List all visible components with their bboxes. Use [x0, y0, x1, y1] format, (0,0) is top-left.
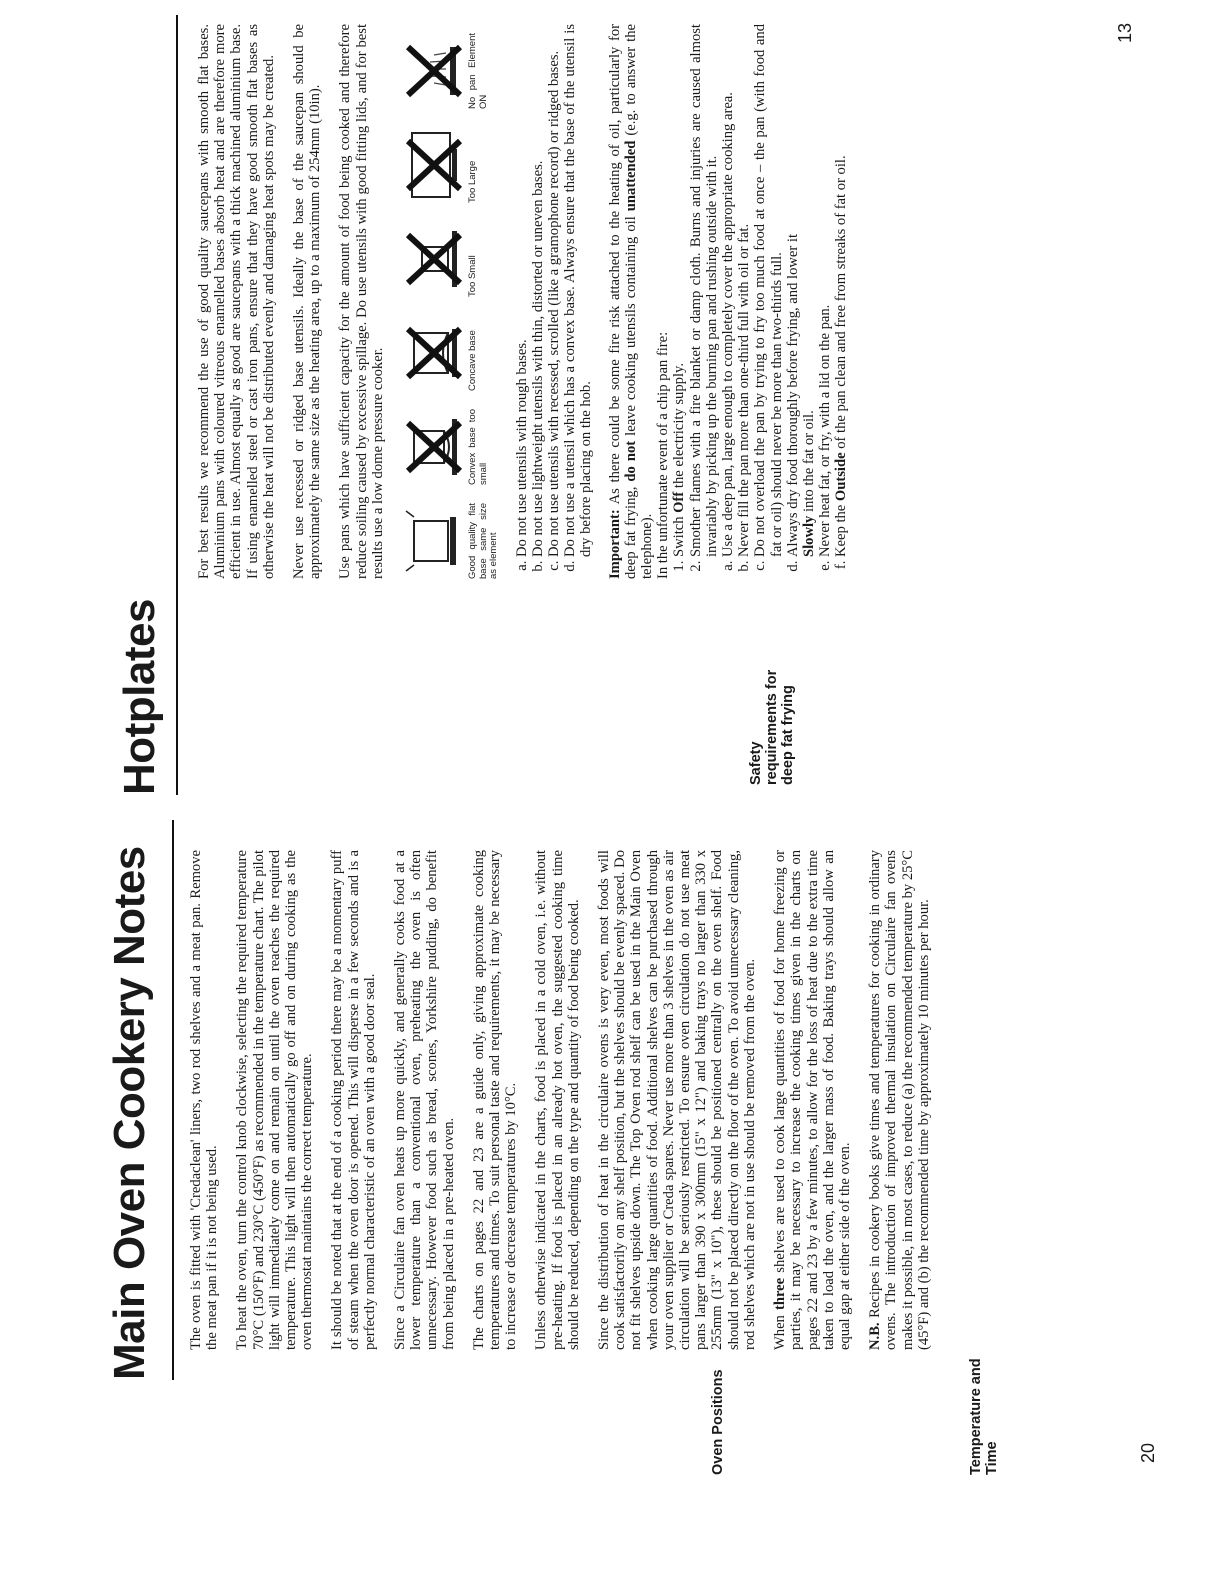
page-number: 20 — [1138, 1442, 1158, 1463]
pan-good-icon — [400, 503, 464, 579]
pan-too-large-icon — [400, 127, 464, 203]
text-span: of the pan clean and free from streaks of fat or oil. — [833, 155, 850, 453]
list-item: b. Do not use lightweight utensils with thin, distorted or uneven bases. — [530, 24, 546, 557]
text-span: shelves are used to cook large quantities of food for home freezing or parties, it may be necessary to increase the cooking times given in the charts on pages 22 and 23 by a few minutes, to allow for the loss of heat due to the extra time taken to load the oven, and the larger mass of food. Baking trays should allow an equal gap at either side of the oven. — [772, 849, 853, 1350]
text-span: As there could be some fire risk attached to the heating of oil, particularly for deep fat frying, — [606, 24, 639, 579]
list-item: a. Use a deep pan, large enough to completely cover the appropriate cooking area. — [720, 24, 736, 557]
diagram-caption: No pan Element ON — [467, 33, 489, 109]
diagram-caption: Convex base too small — [467, 409, 489, 485]
fire-event-line: In the unfortunate event of a chip pan fire: — [655, 331, 672, 579]
frying-tips-list — [720, 24, 850, 579]
paragraph: Use pans which have sufficient capacity for the amount of food being cooked and therefore reduce soiling caused by excessive spillage. Do use utensils with good fitting lids, and for best results use a low dome pressure cooker. — [337, 24, 386, 579]
paragraph: The charts on pages 22 and 23 are a guide only, giving approximate cooking temperatures and times. To suit personal taste and requirements, it may be necessary to increase or decrease temperatures by 10°C. — [470, 850, 520, 1350]
diagram-caption: Too Small — [467, 255, 479, 297]
pan-diagram-too-large — [400, 127, 500, 203]
text-span: When — [772, 1310, 789, 1350]
side-heading-safety: Safety requirements for deep fat frying — [748, 669, 796, 785]
text-span: leave cooking utensils containing oil — [622, 211, 639, 441]
left-body — [188, 850, 946, 1350]
fire-steps-list — [671, 24, 720, 579]
side-heading-temperature-time: Temperature and Time — [968, 1358, 1000, 1475]
text-span: Always dry food thoroughly before frying, and lower it — [784, 233, 801, 557]
left-page — [0, 795, 1225, 1585]
text-span: Keep the — [833, 501, 850, 557]
list-item — [833, 24, 849, 557]
text-span: into the fat or oil. — [800, 410, 817, 516]
bold-span: Off — [671, 491, 688, 513]
side-heading-oven-positions: Oven Positions — [710, 1369, 726, 1475]
pan-diagram-concave — [400, 315, 500, 391]
pan-convex-icon — [400, 409, 464, 485]
paragraph: The oven is fitted with 'Credaclean' liners, two rod shelves and a meat pan. Remove the meat pan if it is not being used. — [188, 850, 221, 1350]
diagram-caption: Concave base — [467, 330, 479, 391]
pan-diagram-too-small — [400, 221, 500, 297]
temperature-time-text — [772, 850, 853, 1350]
diagram-caption: Good quality flat base same size as element — [467, 503, 500, 579]
page-title: Main Oven Cookery Notes — [105, 846, 154, 1380]
list-item: 2. Smother flames with a fire blanket or damp cloth. Burns and injuries are caused almost invariably by picking up the burning pan and rushing outside with it. — [688, 24, 720, 557]
paragraph: Unless otherwise indicated in the charts, food is placed in a cold oven, i.e. without pre-heating. If food is placed in an already hot oven, the suggested cooking time should be reduced, depending on the type and quantity of food being cooked. — [533, 850, 582, 1350]
diagram-caption: Too Large — [467, 160, 479, 203]
right-body — [196, 24, 862, 579]
list-item: b. Never fill the pan more than one-third full with oil or fat. — [736, 24, 752, 557]
paragraph: To heat the oven, turn the control knob clockwise, selecting the required temperature 70°C (150°F) and 230°C (450°F) as recommended in the temperature chart. The pilot light will immediately come on and remain on until the oven reaches the required temperature. This light will then automatically go off and on during cooking as the oven thermostat maintains the correct temperature. — [234, 850, 316, 1350]
nb-note — [867, 850, 932, 1350]
oven-positions-text: Since the distribution of heat in the circulaire ovens is very even, most foods will cook satisfactorily on any shelf position, but the shelves should be evenly spaced. Do not fit shelves upside down. The Top Oven rod shelf can be used in the Main Oven when cooking large quantities of food. Additional shelves can be purchased through your oven supplier or Creda spares. Never use more than 3 shelves in the oven as air circulation will be seriously restricted. To ensure oven circulation do not use meat pans larger than 390 x 300mm (15" x 12") and baking trays no larger than 330 x 255mm (13" x 10"), these should be positioned centrally on the oven shelf. Food should not be placed directly on the floor of the oven. To avoid unnecessary cleaning, rod shelves which are not in use should be removed from the oven. — [596, 850, 758, 1350]
bold-span: Slowly — [800, 515, 817, 557]
title-rule — [172, 820, 174, 1380]
list-item — [671, 24, 687, 557]
pan-diagram-good — [400, 503, 500, 579]
paragraph: It should be noted that at the end of a cooking period there may be a momentary puff of steam when the oven door is opened. This will disperse in a few seconds and is a perfectly normal characteristic of an oven with a good door seal. — [329, 850, 378, 1350]
pan-concave-icon — [400, 315, 464, 391]
paragraph: Since a Circulaire fan oven heats up more quickly, and generally cooks food at a lower temperature than a conventional oven, preheating the oven is often unnecessary. However food such as bread, scones, Yorkshire pudding, do benefit from being placed in a pre-heated oven. — [392, 850, 457, 1350]
nb-text: Recipes in cookery books give times and temperatures for cooking in ordinary ovens. The introduction of improved thermal insulation on Circulaire fan ovens makes it possible, in most cases, to reduce (a) the recommended temperature by 25°C (45°F) and (b) the recommended time by approximately 10 minutes per hour. — [867, 850, 932, 1350]
bold-span: unattended — [622, 140, 639, 212]
text-span: (e.g. to answer the telephone). — [622, 24, 655, 579]
paragraph: For best results we recommend the use of good quality saucepans with smooth flat bases. Aluminium pans with coloured vitreous enamelled bases absorb heat and are therefore more efficient in use. Almost equally as good are saucepans with a thick machined aluminium base. If using enamelled steel or cast iron pans, ensure that they have good smooth flat bases as otherwise the heat will not be distributed evenly and damaging heat spots may be created. — [196, 24, 277, 579]
element-on-no-pan-icon — [400, 33, 464, 109]
list-item: e. Never heat fat, or fry, with a lid on the pan. — [817, 24, 833, 557]
pan-too-small-icon — [400, 221, 464, 297]
important-label: Important: — [606, 509, 623, 579]
list-item: a. Do not use utensils with rough bases. — [514, 24, 530, 557]
list-item: c. Do not use utensils with recessed, scrolled (like a gramophone record) or ridged bases. — [546, 24, 562, 557]
pan-diagram-row — [400, 24, 500, 579]
important-note — [607, 24, 656, 579]
title-rule — [176, 15, 178, 795]
bold-span: do not — [622, 440, 639, 482]
text-span: the electricity supply. — [671, 362, 688, 492]
text-span: Switch — [671, 512, 688, 557]
list-item: c. Do not overload the pan by trying to fry too much food at once – the pan (with food and fat or oil) should never be more than two-thirds full. — [752, 24, 784, 557]
page-number: 13 — [1115, 22, 1135, 43]
pan-diagram-no-pan — [400, 33, 500, 109]
nb-label: N.B. — [867, 1322, 884, 1350]
bold-span: Outside — [833, 452, 850, 502]
page-title: Hotplates — [115, 599, 164, 795]
paragraph: Never use recessed or ridged base utensils. Ideally the base of the saucepan should be approximately the same size as the heating area, up to a maximum of 254mm (10in). — [291, 24, 324, 579]
list-item — [785, 24, 817, 557]
pan-diagram-convex — [400, 409, 500, 485]
list-item: d. Do not use a utensil which has a convex base. Always ensure that the base of the utensil is dry before placing on the hob. — [562, 24, 594, 557]
utensil-rules-list — [514, 24, 595, 579]
bold-span: three — [772, 1277, 789, 1311]
